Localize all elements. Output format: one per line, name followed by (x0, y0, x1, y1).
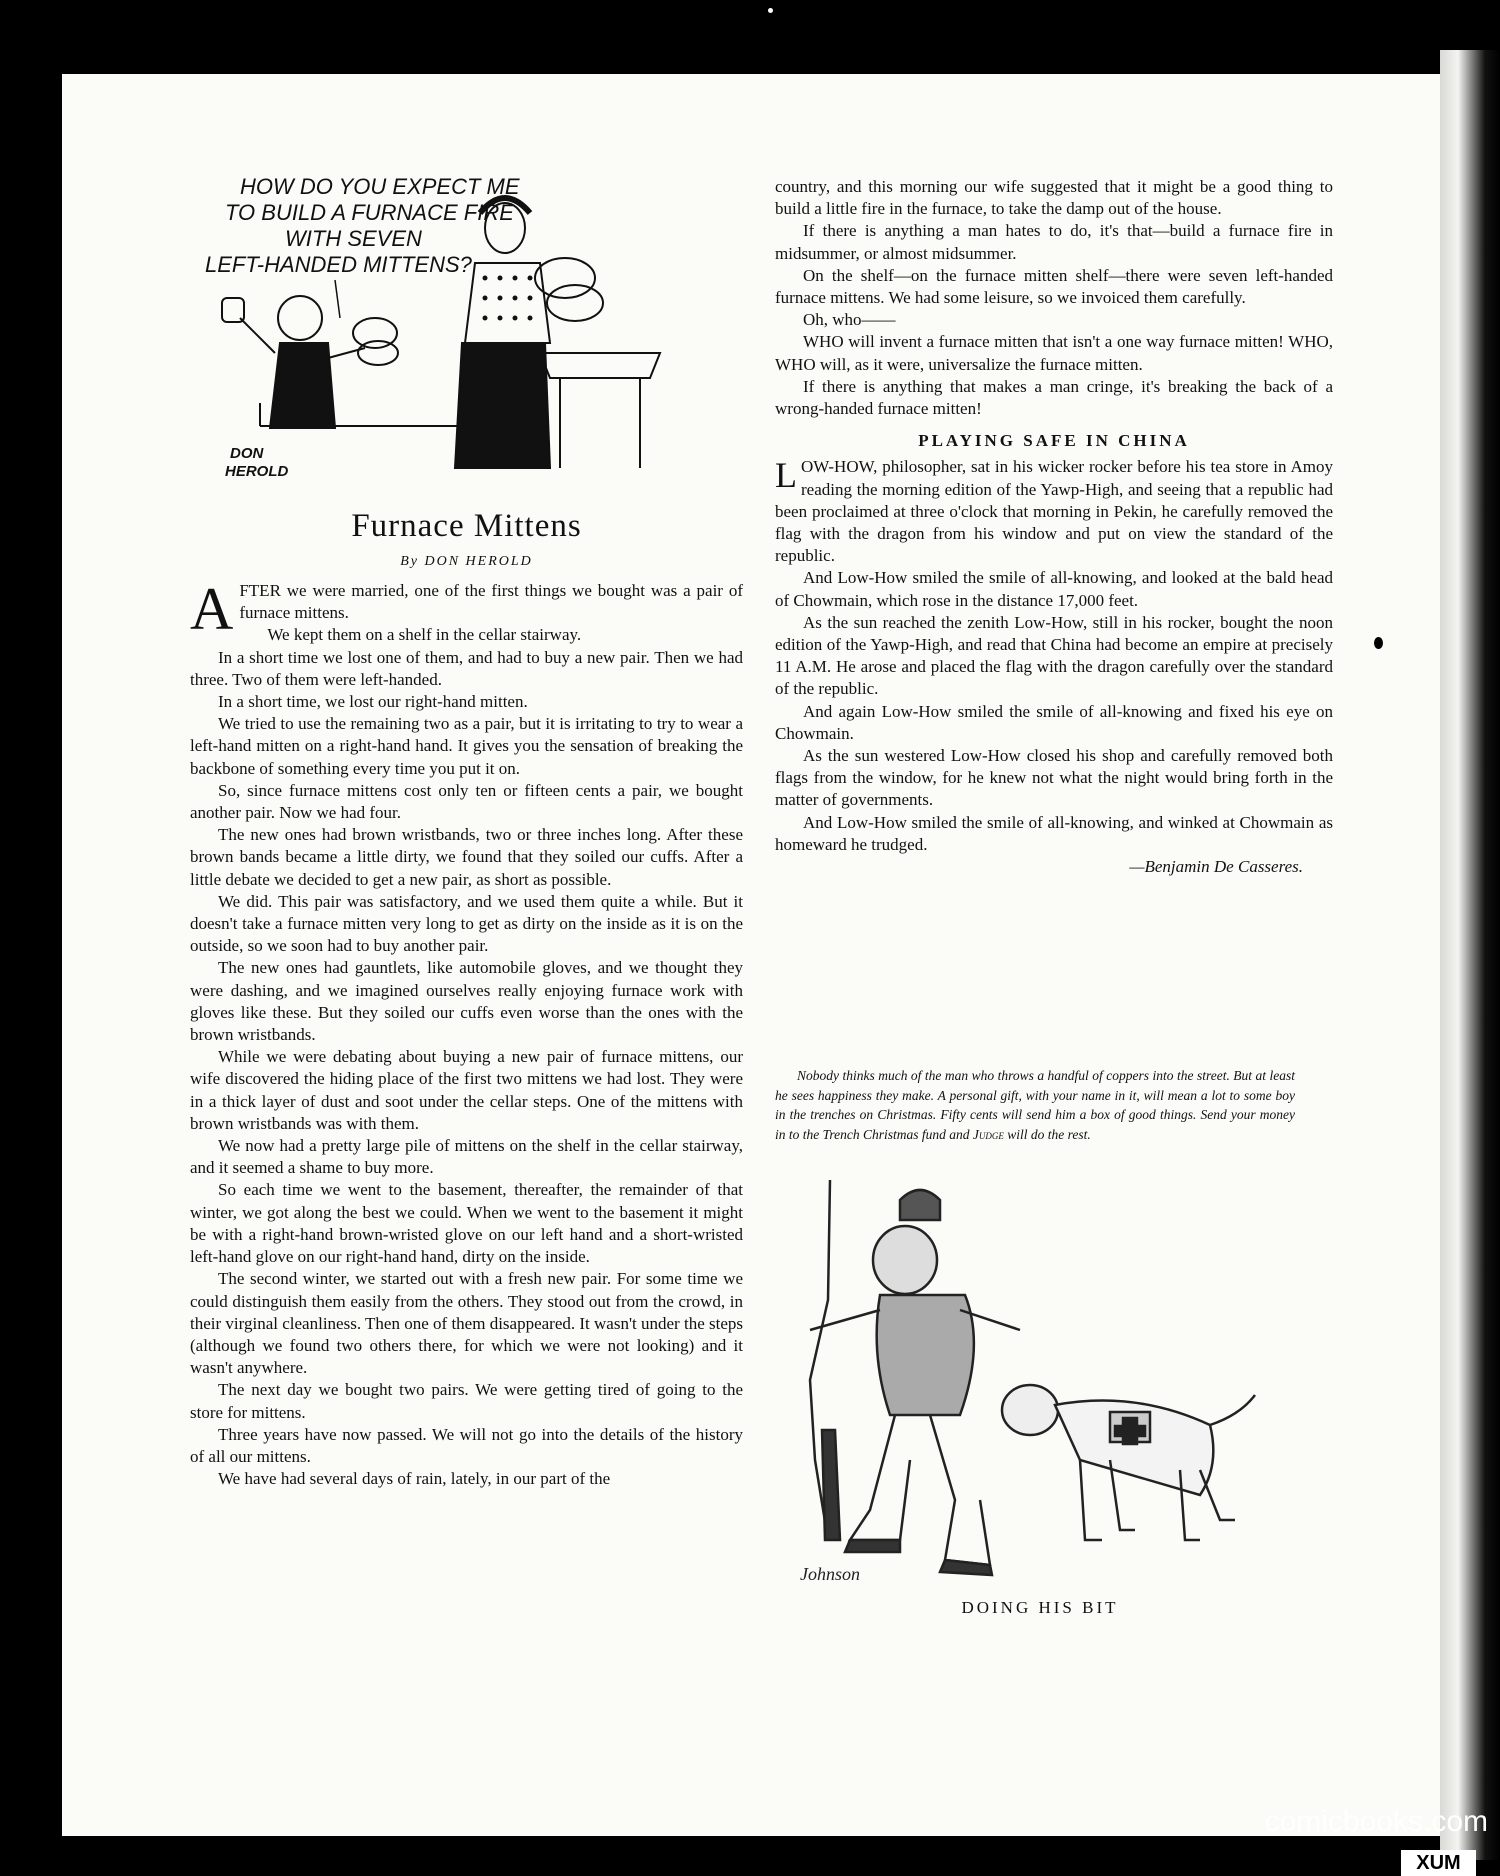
cartoon-caption-line: HOW DO YOU EXPECT ME (240, 174, 520, 199)
paragraph: In a short time, we lost our right-hand mitten. (218, 692, 528, 712)
paragraph: Three years have now passed. We will not go into the details of the history of all our mittens. (190, 1424, 743, 1466)
paragraph: And again Low-How smiled the smile of all-knowing and fixed his eye on Chowmain. (775, 701, 1333, 743)
author-signature: —Benjamin De Casseres. (1129, 857, 1303, 877)
paragraph: In a short time we lost one of them, and had to buy a new pair. Then we had three. Two of them were left-handed. (190, 647, 743, 689)
dog-figure (1002, 1385, 1255, 1540)
paragraph: So each time we went to the basement, thereafter, the remainder of that winter, we got along the best we could. When we went to the basement it might be with a right-hand brown-wristed glove on our left hand and a short-wristed left-hand glove on our right-hand hand, dirty on the inside. (190, 1180, 743, 1267)
watermark-tag: XUM (1401, 1850, 1476, 1876)
cartoonist-signature-line: DON (230, 445, 264, 462)
cartoonist-signature: Johnson (800, 1564, 860, 1584)
paragraph: And Low-How smiled the smile of all-knowing, and looked at the bald head of Chowmain, which rose in the distance 17,000 feet. (775, 568, 1333, 610)
watermark-site: comicbooks.com (1264, 1805, 1488, 1838)
paragraph: LOW-HOW, philosopher, sat in his wicker rocker before his tea store in Amoy reading the morning edition of the Yawp-High, and seeing that a republic had been proclaimed at three o'clock that morning in Pekin, he carefully removed the flag with the dragon from his window and put on view the standard of the republic. (775, 455, 1333, 566)
drop-cap: L (775, 455, 797, 496)
paragraph: We kept them on a shelf in the cellar stairway. (267, 625, 582, 645)
article-title: Furnace Mittens (351, 508, 582, 544)
article-byline: By DON HEROLD (400, 554, 533, 569)
paragraph: If there is anything a man hates to do, it's that—build a furnace fire in midsummer, or almost midsummer. (775, 221, 1333, 263)
paragraph: The new ones had brown wristbands, two or three inches long. After these brown bands became a little dirty, we found that they soiled our cuffs. After a little debate we decided to get a new pair, as short as possible. (190, 825, 743, 889)
paragraph: If there is anything that makes a man cringe, it's breaking the back of a wrong-handed furnace mitten! (775, 376, 1333, 419)
margin-bullet (1374, 637, 1383, 649)
paragraph: So, since furnace mittens cost only ten or fifteen cents a pair, we bought another pair. Now we had four. (190, 780, 743, 823)
judge-name: Judge (972, 1126, 1004, 1142)
scan-speck (768, 8, 773, 13)
paragraph: As the sun reached the zenith Low-How, still in his rocker, bought the noon edition of the Yawp-High, and read that China had become an empire at precisely 11 A.M. He arose and placed the flag with the dragon carefully over the standard of the republic. (775, 612, 1333, 699)
man-figure (222, 296, 460, 428)
paragraph: Oh, who—— (803, 310, 896, 330)
paragraph: The second winter, we started out with a fresh new pair. For some time we could distinguish them easily from the others. They stood out from the crowd, in their virginal cleanliness. Then one of them disappeared. It wasn't under the steps (although we found two others there, for which we were not looking) and it wasn't anywhere. (190, 1269, 743, 1378)
section-title: PLAYING SAFE IN CHINA (918, 431, 1190, 451)
paragraph: country, and this morning our wife suggested that it might be a good thing to build a little fire in the furnace, to take the damp out of the house. (775, 177, 1333, 219)
cartoon-caption-line: TO BUILD A FURNACE FIRE (225, 200, 514, 225)
paragraph: WHO will invent a furnace mitten that isn't a one way furnace mitten! WHO, WHO will, as it were, universalize the furnace mitten. (775, 332, 1333, 374)
cartoonist-signature-line: HEROLD (225, 463, 289, 480)
paragraph: As the sun westered Low-How closed his shop and carefully removed both flags from the window, for he knew not what the night would bring forth in the matter of governments. (775, 746, 1333, 810)
cartoon-caption-line: LEFT-HANDED MITTENS? (205, 252, 472, 277)
paragraph: On the shelf—on the furnace mitten shelf—there were seven left-handed furnace mittens. We had some leisure, so we invoiced them carefully. (775, 265, 1333, 308)
paragraph: We tried to use the remaining two as a pair, but it is irritating to try to wear a left-hand mitten on a right-hand hand. It gives you the sensation of breaking the backbone of something every time you put it on. (190, 714, 743, 778)
paragraph: AFTER we were married, one of the first things we bought was a pair of furnace mittens. (190, 576, 743, 642)
cartoon-caption-line: WITH SEVEN (285, 226, 422, 251)
christmas-fund-appeal: Nobody thinks much of the man who throws a handful of coppers into the street. But at least he sees happiness they make. A personal gift, with your name in it, will mean a lot to some boy in the trenches on Christmas. Fifty cents will send him a box of good things. Send your money in to the Trench Christmas fund and Judge will do the rest. (775, 1068, 1295, 1142)
paragraph: We did. This pair was satisfactory, and we used them quite a while. But it doesn't take a furnace mitten very long to get as dirty on the inside as it is on the outside, so we soon had to buy another pair. (190, 891, 743, 956)
soldier-figure (810, 1180, 1020, 1575)
left-column (190, 576, 743, 1490)
paragraph: And Low-How smiled the smile of all-knowing, and winked at Chowmain as homeward he trudged. (775, 812, 1333, 854)
paragraph: The new ones had gauntlets, like automobile gloves, and we thought they were dashing, and we imagined ourselves really enjoying furnace work with gloves like these. But they soiled our cuffs even worse than the ones with the brown wristbands. (190, 958, 743, 1045)
paragraph: We now had a pretty large pile of mittens on the shelf in the cellar stairway, and it seemed a shame to buy more. (190, 1136, 743, 1178)
drop-cap: A (190, 576, 234, 642)
furnace-mittens-cartoon (200, 168, 740, 498)
page-gutter (1440, 50, 1500, 1860)
woman-figure (455, 198, 660, 468)
right-column (775, 176, 1333, 878)
doing-his-bit-cartoon (780, 1180, 1340, 1590)
paragraph: We have had several days of rain, lately, in our part of the (218, 1469, 611, 1489)
cartoon-caption: DOING HIS BIT (961, 1598, 1119, 1617)
paragraph: The next day we bought two pairs. We were getting tired of going to the store for mittens. (190, 1380, 743, 1422)
paragraph: While we were debating about buying a new pair of furnace mittens, our wife discovered the hiding place of the first two mittens we had lost. They were in a thick layer of dust and soot under the cellar steps. One of the mittens with brown wristbands was with them. (190, 1047, 743, 1133)
